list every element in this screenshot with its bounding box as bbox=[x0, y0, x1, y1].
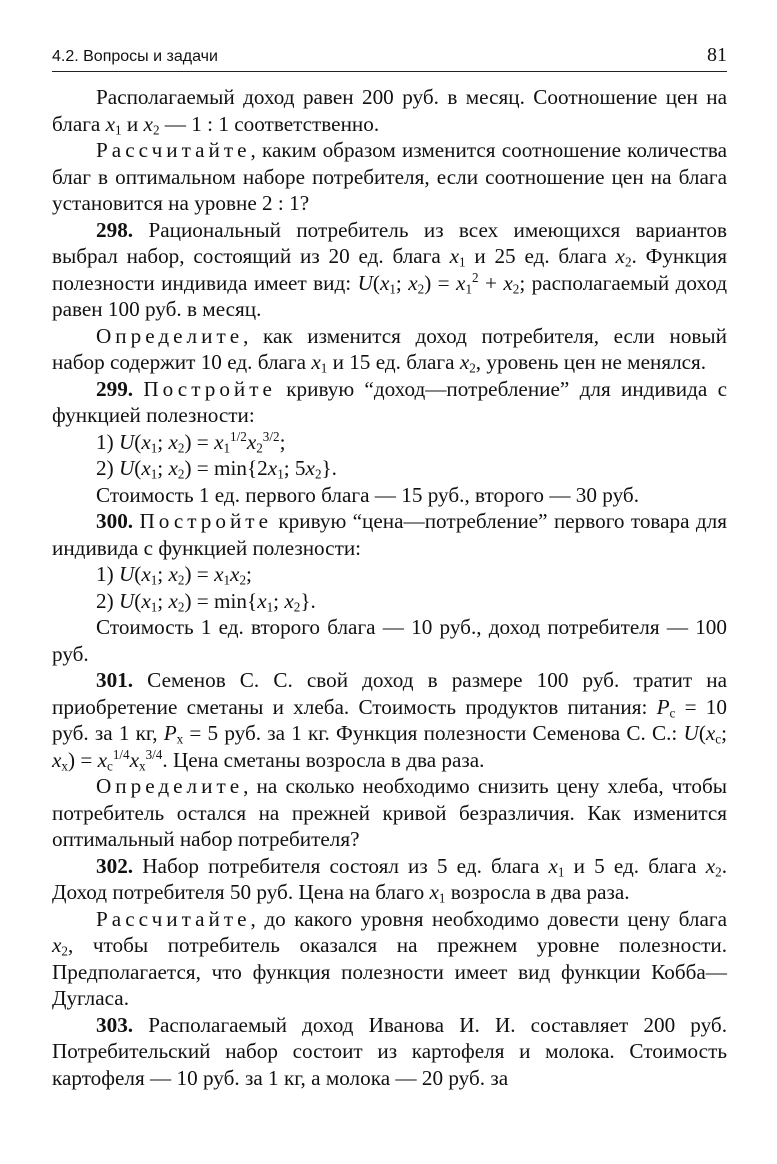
problem-299 bbox=[52, 376, 727, 429]
problem-number: 299. bbox=[96, 376, 134, 401]
spaced-verb: Определите bbox=[96, 774, 244, 798]
paragraph-text: Семенов С. С. свой доход в размере 100 руб. тратит на приобретение сметаны и хлеба. Стоимость продуктов питания: $P_с = 10$ руб. за 1 кг, $P_х = 5$ руб. за 1 кг. Функция полезности Семенова С. С.: $U(x_с$; $x_х) = x_с^{1/4}x_х^{3/4}$. Цена сметаны возросла в два раза. bbox=[52, 668, 727, 773]
paragraph-text: , как изменится доход потребителя, если новый набор содержит 10 ед. блага $x_1$ и 15 ед. блага $x_2$, уровень цен не менялся. bbox=[52, 323, 727, 376]
spaced-verb: Постройте bbox=[139, 509, 272, 533]
problem-number: 300. bbox=[96, 509, 134, 533]
spaced-verb: Рассчитайте bbox=[96, 906, 251, 931]
formula-text: 2) $U(x_1$; $x_2) = \min\{2x_1$; $5x_2$}. bbox=[96, 456, 337, 482]
formula-text: 2) $U(x_1$; $x_2) = \min\{x_1$; $x_2$}. bbox=[96, 588, 316, 614]
problem-298 bbox=[52, 217, 727, 323]
paragraph bbox=[52, 773, 727, 853]
paragraph-text: кривую “доход—потребление” для индивида с функцией полезности: bbox=[52, 376, 728, 427]
page-body bbox=[52, 84, 727, 1091]
paragraph-text: Рациональный потребитель из всех имеющихся вариантов выбрал набор, состоящий из 20 ед. блага $x_1$ и 25 ед. блага $x_2$. Функция полезности индивида имеет вид: $U(x_1$; $x_2) = x_1^2 + x_2$; располагаемый доход равен 100 руб. в месяц. bbox=[52, 217, 728, 321]
paragraph bbox=[52, 137, 727, 217]
paragraph-text: Набор потребителя состоял из 5 ед. блага $x_1$ и 5 ед. блага $x_2$. Доход потребителя 50 руб. Цена на благо $x_1$ возросла в два раза. bbox=[52, 853, 727, 906]
spaced-verb: Определите bbox=[96, 323, 244, 348]
running-header bbox=[52, 44, 727, 72]
page-number: 81 bbox=[707, 44, 727, 66]
problem-number: 303. bbox=[96, 1012, 134, 1037]
list-item bbox=[52, 429, 727, 456]
paragraph bbox=[52, 84, 727, 137]
paragraph bbox=[52, 614, 727, 667]
paragraph bbox=[52, 323, 727, 376]
problem-number: 301. bbox=[96, 668, 134, 692]
formula-text: 1) $U(x_1$; $x_2) = x_1^{1/2}x_2^{3/2}$; bbox=[96, 428, 286, 455]
paragraph-text: Располагаемый доход Иванова И. И. составляет 200 руб. Потребительский набор состоит из картофеля и молока. Стоимость картофеля — 10 руб. за 1 кг, а молока — 20 руб. за bbox=[52, 1012, 728, 1090]
section-title: 4.2. Вопросы и задачи bbox=[52, 48, 218, 65]
paragraph-text: , до какого уровня необходимо довести цену блага $x_2$, чтобы потребитель оказался на прежнем уровне полезности. Предполагается, что функция полезности имеет вид функции Кобба—Дугласа. bbox=[52, 906, 727, 1010]
paragraph-text: кривую “цена—потребление” первого товара для индивида с функцией полезности: bbox=[52, 509, 727, 560]
problem-number: 298. bbox=[96, 217, 134, 242]
problem-300 bbox=[52, 508, 727, 561]
paragraph-text: Стоимость 1 ед. второго блага — 10 руб., доход потребителя — 100 руб. bbox=[52, 615, 727, 666]
problem-number: 302. bbox=[96, 853, 134, 878]
list-item bbox=[52, 561, 727, 588]
problem-302 bbox=[52, 853, 727, 906]
paragraph-text: , каким образом изменится соотношение количества благ в оптимальном наборе потребителя, если соотношение цен на блага установится на уровне 2 : 1? bbox=[52, 138, 727, 215]
paragraph-text: , на сколько необходимо снизить цену хлеба, чтобы потребитель остался на прежней кривой безразличия. Как изменится оптимальный набор потребителя? bbox=[52, 774, 727, 851]
list-item bbox=[52, 588, 727, 615]
list-item bbox=[52, 482, 727, 509]
spaced-verb: Постройте bbox=[143, 376, 276, 401]
list-item bbox=[52, 455, 727, 482]
paragraph-text: Стоимость 1 ед. первого блага — 15 руб., второго — 30 руб. bbox=[96, 482, 639, 507]
formula-text: 1) $U(x_1$; $x_2) = x_1x_2$; bbox=[96, 562, 252, 588]
problem-303 bbox=[52, 1012, 727, 1092]
problem-301 bbox=[52, 667, 727, 773]
spaced-verb: Рассчитайте bbox=[96, 138, 251, 162]
paragraph bbox=[52, 906, 727, 1012]
paragraph-text: Располагаемый доход равен 200 руб. в месяц. Соотношение цен на блага $x_1$ и $x_2$ — 1 : 1 соответственно. bbox=[52, 85, 727, 137]
